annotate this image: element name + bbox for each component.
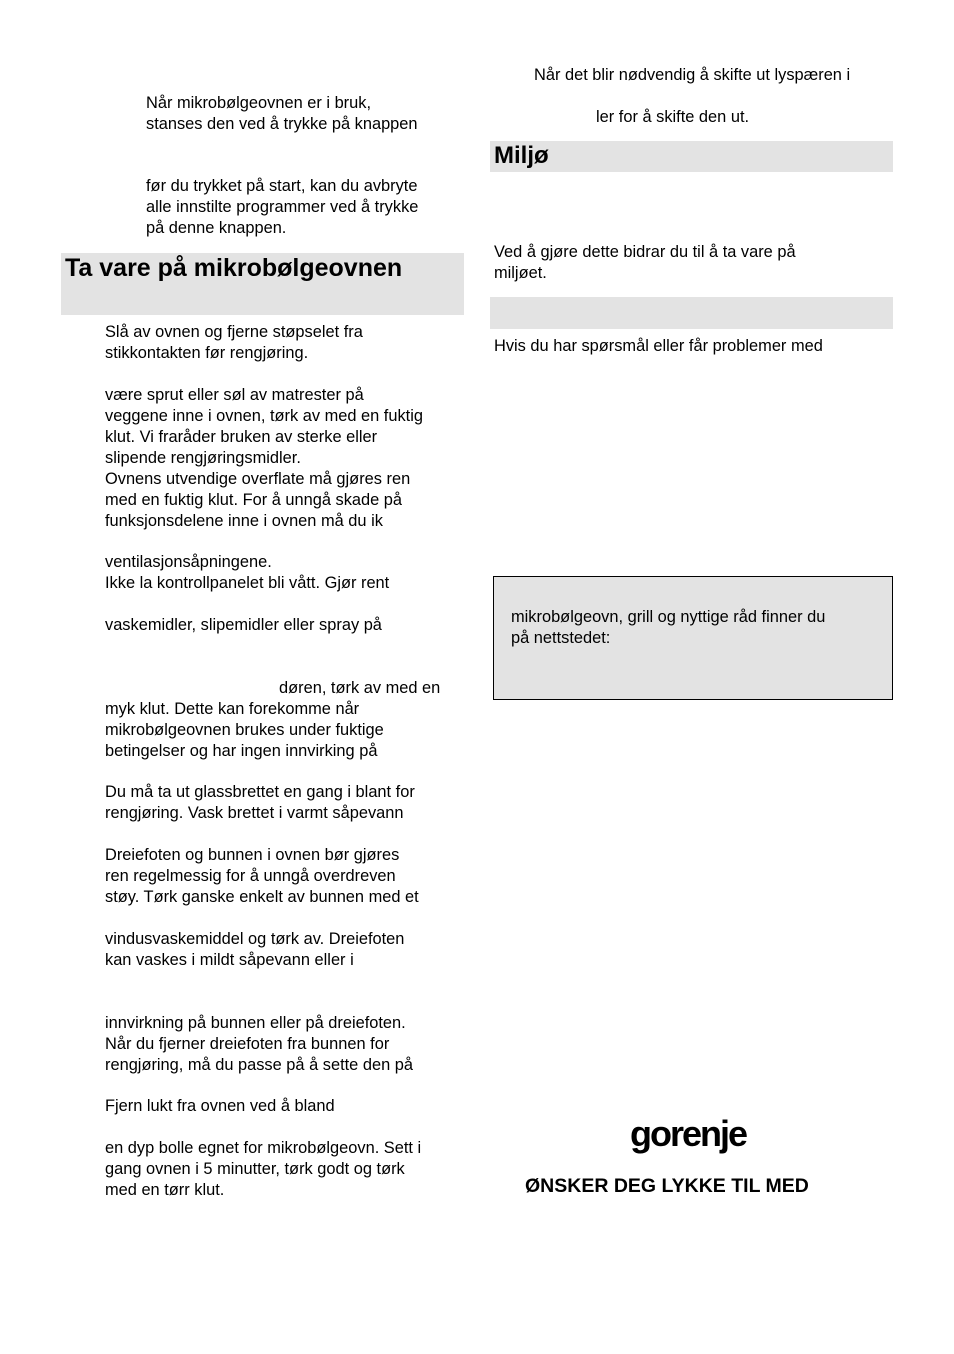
- text-line: døren, tørk av med en: [279, 679, 441, 697]
- intro-paragraph-2: [146, 176, 418, 239]
- gorenje-logo: gorenje: [630, 1113, 747, 1154]
- section-heading-care: Ta vare på mikrobølgeovnen: [65, 254, 403, 282]
- text-line: ren regelmessig for å unngå overdreven: [105, 867, 396, 885]
- text-line: innvirkning på bunnen eller på dreiefoten.: [105, 1014, 406, 1032]
- text-line: på nettstedet:: [511, 629, 611, 647]
- info-box-text: [511, 607, 825, 649]
- care-paragraph-6: [105, 699, 384, 762]
- text-line: Ikke la kontrollpanelet bli vått. Gjør rent: [105, 574, 390, 592]
- care-paragraph-2: [105, 385, 423, 532]
- text-line: Når du fjerner dreiefoten fra bunnen for: [105, 1035, 390, 1053]
- text-line: slipende rengjøringsmidler.: [105, 449, 301, 467]
- text-line: funksjonsdelene inne i ovnen må du ik: [105, 512, 383, 530]
- care-paragraph-9: [105, 929, 404, 971]
- text-line: Fjern lukt fra ovnen ved å bland: [105, 1097, 335, 1115]
- text-line: Slå av ovnen og fjerne støpselet fra: [105, 323, 363, 341]
- service-heading-band: [490, 297, 893, 329]
- text-line: rengjøring. Vask brettet i varmt såpevann: [105, 804, 404, 822]
- text-line: med en tørr klut.: [105, 1181, 225, 1199]
- text-line: rengjøring, må du passe på å sette den på: [105, 1056, 413, 1074]
- environment-heading-band: [490, 141, 893, 172]
- text-line: Ovnens utvendige overflate må gjøres ren: [105, 470, 411, 488]
- care-paragraph-4: [105, 615, 382, 636]
- text-line: mikrobølgeovn, grill og nyttige råd finner du: [511, 608, 826, 626]
- text-line: betingelser og har ingen innvirking på: [105, 742, 378, 760]
- text-line: Når mikrobølgeovnen er i bruk,: [146, 94, 372, 112]
- text-line: myk klut. Dette kan forekomme når: [105, 700, 360, 718]
- text-line: støy. Tørk ganske enkelt av bunnen med et: [105, 888, 419, 906]
- text-line: kan vaskes i mildt såpevann eller i: [105, 951, 354, 969]
- care-paragraph-12: [105, 1138, 421, 1201]
- text-line: på denne knappen.: [146, 219, 287, 237]
- care-paragraph-8: [105, 845, 419, 908]
- text-line: vaskemidler, slipemidler eller spray på: [105, 616, 382, 634]
- care-paragraph-7: [105, 782, 415, 824]
- care-paragraph-5: [279, 678, 440, 699]
- care-paragraph-11: [105, 1096, 335, 1117]
- text-line: være sprut eller søl av matrester på: [105, 386, 364, 404]
- care-paragraph-1: [105, 322, 363, 364]
- bulb-text-line-1: Når det blir nødvendig å skifte ut lyspæren i: [534, 66, 851, 84]
- text-line: miljøet.: [494, 264, 547, 282]
- text-line: veggene inne i ovnen, tørk av med en fuktig: [105, 407, 423, 425]
- text-line: stikkontakten før rengjøring.: [105, 344, 309, 362]
- text-line: Du må ta ut glassbrettet en gang i blant for: [105, 783, 415, 801]
- text-line: gang ovnen i 5 minutter, tørk godt og tørk: [105, 1160, 405, 1178]
- section-heading-environment: Miljø: [494, 142, 549, 169]
- text-line: stanses den ved å trykke på knappen: [146, 115, 418, 133]
- bulb-text-line-2: ler for å skifte den ut.: [596, 108, 750, 126]
- text-line: med en fuktig klut. For å unngå skade på: [105, 491, 403, 509]
- text-line: alle innstilte programmer ved å trykke: [146, 198, 419, 216]
- care-paragraph-10: [105, 1013, 413, 1076]
- text-line: ventilasjonsåpningene.: [105, 553, 272, 571]
- text-line: vindusvaskemiddel og tørk av. Dreiefoten: [105, 930, 405, 948]
- closing-wish: ØNSKER DEG LYKKE TIL MED: [525, 1175, 809, 1197]
- text-line: Dreiefoten og bunnen i ovnen bør gjøres: [105, 846, 400, 864]
- text-line: mikrobølgeovnen brukes under fuktige: [105, 721, 384, 739]
- intro-paragraph-1: [146, 93, 418, 135]
- text-line: før du trykket på start, kan du avbryte: [146, 177, 418, 195]
- environment-paragraph: [494, 242, 796, 284]
- text-line: klut. Vi fraråder bruken av sterke eller: [105, 428, 378, 446]
- care-paragraph-3: [105, 552, 389, 594]
- text-line: Ved å gjøre dette bidrar du til å ta vare på: [494, 243, 796, 261]
- support-paragraph: Hvis du har spørsmål eller får problemer med: [494, 337, 823, 355]
- text-line: en dyp bolle egnet for mikrobølgeovn. Sett i: [105, 1139, 422, 1157]
